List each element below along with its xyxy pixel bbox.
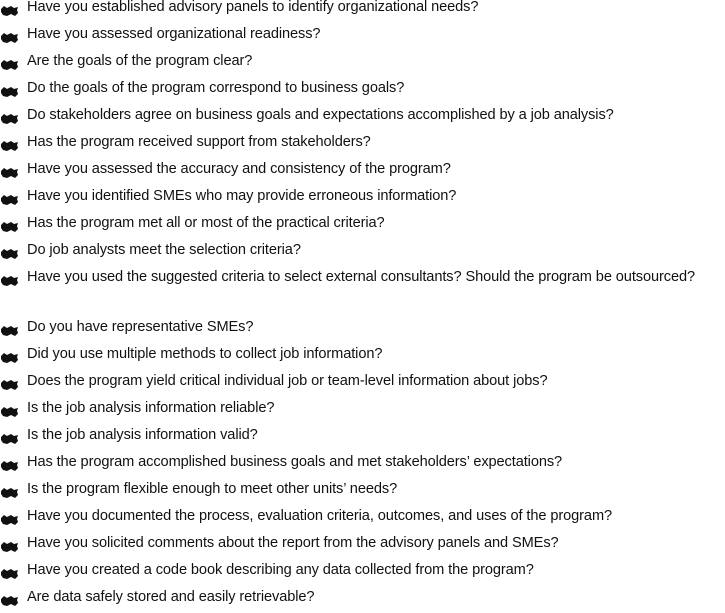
list-item-text: Is the job analysis information valid? <box>27 427 258 443</box>
checklist-bullet-icon <box>0 140 19 152</box>
checklist-bullet-icon <box>0 167 19 179</box>
list-item-text: Have you assessed organizational readiness? <box>27 26 321 42</box>
list-item-text: Have you identified SMEs who may provide erroneous information? <box>27 188 457 204</box>
list-item-text: Did you use multiple methods to collect job information? <box>27 346 383 362</box>
list-item-text: Do job analysts meet the selection criteria? <box>27 242 301 258</box>
list-item-text: Do stakeholders agree on business goals and expectations accomplished by a job analysis? <box>27 107 614 123</box>
checklist-bullet-icon <box>0 221 19 233</box>
checklist-bullet-icon <box>0 86 19 98</box>
list-item-text: Have you used the suggested criteria to select external consultants? Should the program be outsourced? <box>27 269 696 285</box>
list-item <box>0 451 725 478</box>
checklist-bullet-icon <box>0 487 19 499</box>
list-item-text: Has the program met all or most of the practical criteria? <box>27 215 385 231</box>
checklist-bullet-icon <box>0 59 19 71</box>
list-item <box>0 559 725 586</box>
list-item-text: Do the goals of the program correspond to business goals? <box>27 80 405 96</box>
list-item <box>0 370 725 397</box>
list-item-text: Is the job analysis information reliable? <box>27 400 275 416</box>
checklist-bullet-icon <box>0 325 19 337</box>
checklist-bullet-icon <box>0 514 19 526</box>
list-item <box>0 185 725 212</box>
list-item <box>0 343 725 370</box>
checklist-bullet-icon <box>0 379 19 391</box>
checklist-bullet-icon <box>0 595 19 607</box>
list-item-text: Have you solicited comments about the report from the advisory panels and SMEs? <box>27 535 559 551</box>
checklist-bullet-icon <box>0 5 19 17</box>
checklist-bullet-icon <box>0 433 19 445</box>
checklist-bullet-icon <box>0 460 19 472</box>
list-item <box>0 158 725 185</box>
list-item-text: Is the program flexible enough to meet other units’ needs? <box>27 481 398 497</box>
list-item <box>0 532 725 559</box>
list-item <box>0 23 725 50</box>
list-item <box>0 77 725 104</box>
list-item <box>0 397 725 424</box>
list-item-text: Has the program received support from stakeholders? <box>27 134 371 150</box>
list-item-text: Have you documented the process, evaluation criteria, outcomes, and uses of the program? <box>27 508 613 524</box>
list-item <box>0 266 725 316</box>
list-item <box>0 586 725 613</box>
list-item <box>0 104 725 131</box>
list-item-text: Have you established advisory panels to identify organizational needs? <box>27 0 479 15</box>
list-item <box>0 0 725 23</box>
checklist-bullet-icon <box>0 541 19 553</box>
checklist-bullet-icon <box>0 275 19 287</box>
checklist-bullet-icon <box>0 352 19 364</box>
list-item <box>0 424 725 451</box>
checklist-bullet-icon <box>0 194 19 206</box>
checklist-bullet-icon <box>0 406 19 418</box>
list-item-text: Have you created a code book describing any data collected from the program? <box>27 562 534 578</box>
list-item-text: Does the program yield critical individual job or team-level information about jobs? <box>27 373 548 389</box>
list-item-text: Have you assessed the accuracy and consistency of the program? <box>27 161 451 177</box>
list-item <box>0 316 725 343</box>
list-item <box>0 478 725 505</box>
list-item <box>0 212 725 239</box>
list-item <box>0 505 725 532</box>
list-item-text: Do you have representative SMEs? <box>27 319 254 335</box>
list-item-text: Has the program accomplished business goals and met stakeholders’ expectations? <box>27 454 563 470</box>
checklist-bullet-icon <box>0 248 19 260</box>
checklist-bullet-icon <box>0 113 19 125</box>
list-item-text: Are the goals of the program clear? <box>27 53 253 69</box>
list-item <box>0 131 725 158</box>
list-item <box>0 239 725 266</box>
list-item-text: Are data safely stored and easily retrievable? <box>27 589 315 605</box>
checklist-bullet-icon <box>0 568 19 580</box>
list-item <box>0 50 725 77</box>
checklist-bullet-icon <box>0 32 19 44</box>
